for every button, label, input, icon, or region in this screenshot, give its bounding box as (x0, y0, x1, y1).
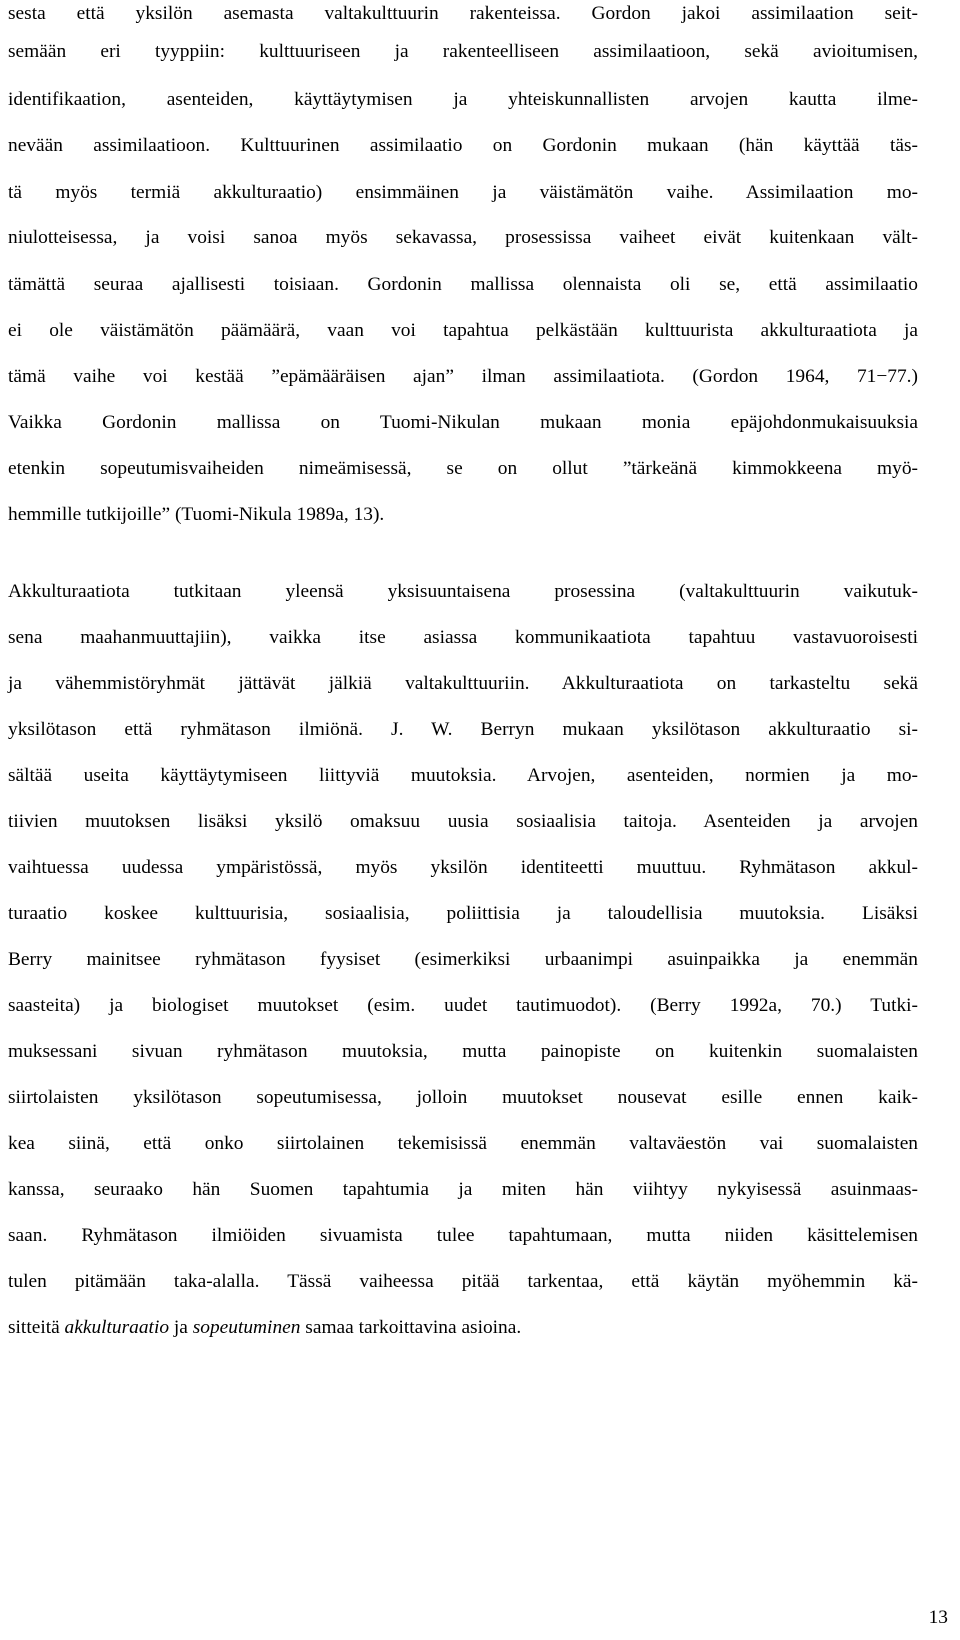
text-line: tämä vaihe voi kestää ”epämääräisen ajan” ilman assimilaatiota. (Gordon 1964, 71−77.) (8, 366, 918, 387)
text-line: tämättä seuraa ajallisesti toisiaan. Gordonin mallissa olennaista oli se, että assimilaatio (8, 274, 918, 295)
text-line: kea siinä, että onko siirtolainen tekemisissä enemmän valtaväestön vai suomalaisten (8, 1133, 918, 1154)
text-line: saan. Ryhmätason ilmiöiden sivuamista tulee tapahtumaan, mutta niiden käsittelemisen (8, 1225, 918, 1246)
text-line: vaihtuessa uudessa ympäristössä, myös yksilön identiteetti muuttuu. Ryhmätason akkul- (8, 857, 918, 878)
text-line: kanssa, seuraako hän Suomen tapahtumia ja miten hän viihtyy nykyisessä asuinmaas- (8, 1179, 918, 1200)
text-line: Akkulturaatiota tutkitaan yleensä yksisuuntaisena prosessina (valtakulttuurin vaikutuk- (8, 581, 918, 602)
term-sopeutuminen: sopeutuminen (192, 1317, 301, 1338)
text-line: identifikaation, asenteiden, käyttäytymisen ja yhteiskunnallisten arvojen kautta ilme- (8, 89, 918, 110)
text-line: semään eri tyyppiin: kulttuuriseen ja rakenteelliseen assimilaatioon, sekä avioitumisen, (8, 41, 918, 62)
text-line: hemmille tutkijoille” (Tuomi-Nikula 1989a, 13). (8, 504, 385, 525)
text-line: etenkin sopeutumisvaiheiden nimeämisessä, se on ollut ”tärkeänä kimmokkeena myö- (8, 458, 918, 479)
text-line-last (8, 1316, 918, 1340)
text-line: ei ole väistämätön päämäärä, vaan voi tapahtua pelkästään kulttuurista akkulturaatiota ja (8, 320, 918, 341)
text-line: muksessani sivuan ryhmätason muutoksia, mutta painopiste on kuitenkin suomalaisten (8, 1041, 918, 1062)
text-line: Berry mainitsee ryhmätason fyysiset (esimerkiksi urbaanimpi asuinpaikka ja enemmän (8, 949, 918, 970)
page-number: 13 (928, 1607, 948, 1628)
text-line: tiivien muutoksen lisäksi yksilö omaksuu uusia sosiaalisia taitoja. Asenteiden ja arvojen (8, 811, 918, 832)
text-run: sitteitä (8, 1317, 65, 1338)
text-run: ja (169, 1317, 193, 1338)
text-line: Vaikka Gordonin mallissa on Tuomi-Nikulan mukaan monia epäjohdonmukaisuuksia (8, 412, 918, 433)
text-line: turaatio koskee kulttuurisia, sosiaalisia, poliittisia ja taloudellisia muutoksia. Lisäksi (8, 903, 918, 924)
text-line: sältää useita käyttäytymiseen liittyviä muutoksia. Arvojen, asenteiden, normien ja mo- (8, 765, 918, 786)
text-line: yksilötason että ryhmätason ilmiönä. J. W. Berryn mukaan yksilötason akkulturaatio si- (8, 719, 918, 740)
text-line: ja vähemmistöryhmät jättävät jälkiä valtakulttuuriin. Akkulturaatiota on tarkasteltu sekä (8, 673, 918, 694)
text-line: tä myös termiä akkulturaatio) ensimmäinen ja väistämätön vaihe. Assimilaation mo- (8, 182, 918, 203)
text-line: sesta että yksilön asemasta valtakulttuurin rakenteissa. Gordon jakoi assimilaation seit- (8, 3, 918, 24)
text-line: siirtolaisten yksilötason sopeutumisessa, jolloin muutokset nousevat esille ennen kaik- (8, 1087, 918, 1108)
text-line: sena maahanmuuttajiin), vaikka itse asiassa kommunikaatiota tapahtuu vastavuoroisesti (8, 627, 918, 648)
text-line: niulotteisessa, ja voisi sanoa myös sekavassa, prosessissa vaiheet eivät kuitenkaan vält- (8, 227, 918, 248)
term-akkulturaatio: akkulturaatio (64, 1317, 170, 1338)
text-line: saasteita) ja biologiset muutokset (esim. uudet tautimuodot). (Berry 1992a, 70.) Tutki- (8, 995, 918, 1016)
text-run: samaa tarkoittavina asioina. (300, 1317, 522, 1338)
text-line: tulen pitämään taka-alalla. Tässä vaiheessa pitää tarkentaa, että käytän myöhemmin kä- (8, 1271, 918, 1292)
text-line: nevään assimilaatioon. Kulttuurinen assimilaatio on Gordonin mukaan (hän käyttää täs- (8, 135, 918, 156)
